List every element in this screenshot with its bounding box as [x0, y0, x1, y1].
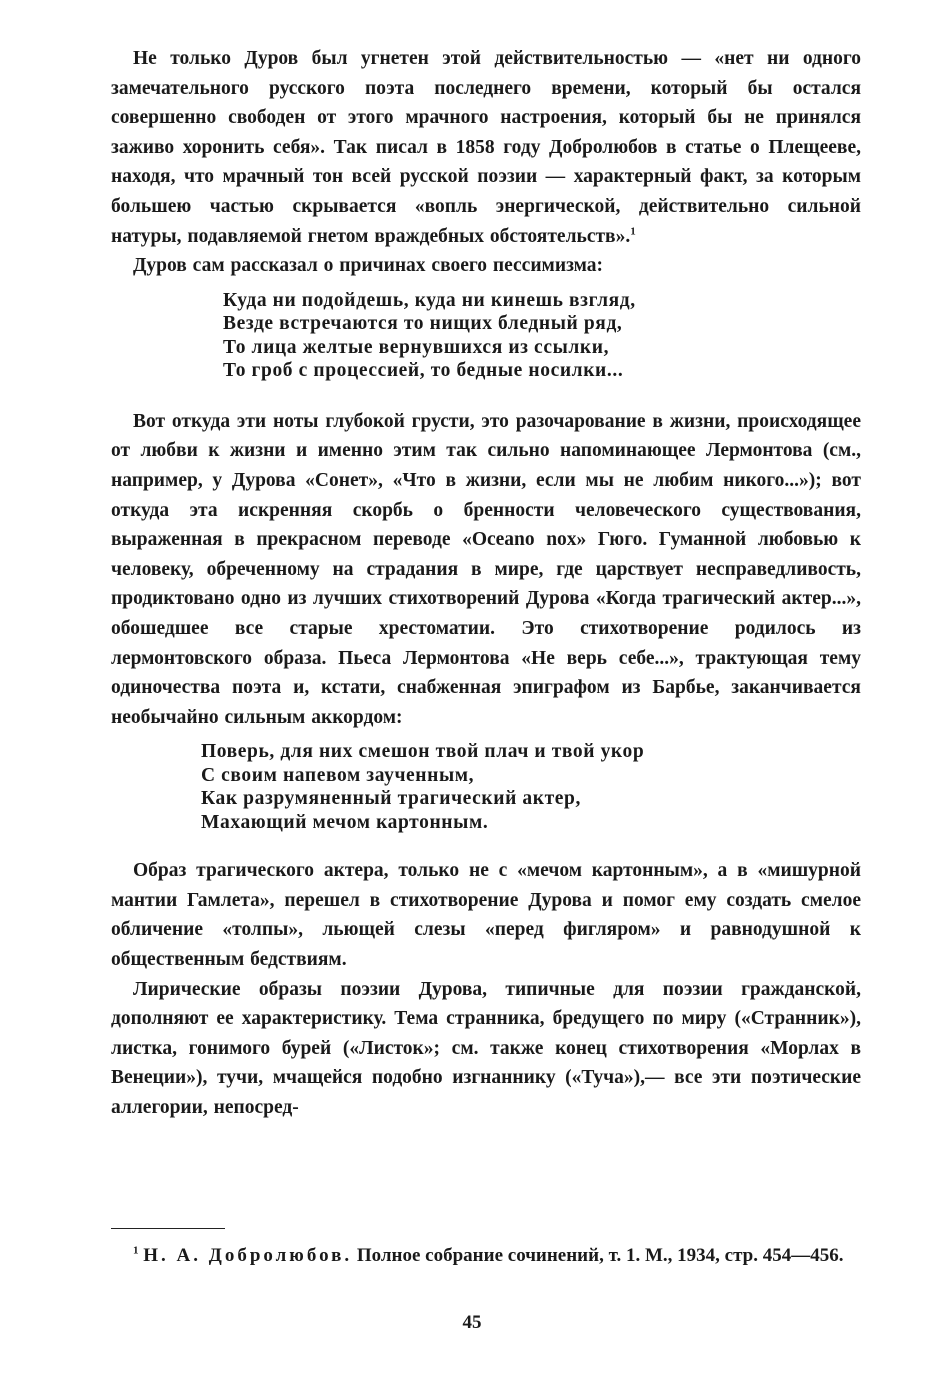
footnote-divider	[111, 1228, 225, 1229]
verse-quote-1	[111, 289, 861, 383]
paragraph-4: Образ трагического актера, только не с «мечом картонным», а в «мишурной мантии Гамлета», перешел в стихотворение Дурова и помог ему создать смелое обличение «толпы», льющей слезы «перед фигляром» и равнодушной к общественным бедствиям.	[111, 860, 861, 971]
footnote-reference[interactable]: 1	[630, 225, 636, 238]
verse-line: Везде встречаются то нищих бледный ряд,	[223, 313, 623, 335]
footnote-author: Н. А. Добролюбов.	[143, 1245, 353, 1266]
paragraph-1	[111, 44, 861, 251]
verse-line: Махающий мечом картонным.	[201, 811, 489, 833]
page-body	[111, 44, 861, 1123]
verse-quote-2	[111, 740, 861, 834]
verse-line: С своим напевом заученным,	[201, 764, 475, 786]
paragraph-2: Дуров сам рассказал о причинах своего пессимизма:	[133, 255, 604, 277]
paragraph-3: Вот откуда эти ноты глубокой грусти, это разочарование в жизни, происходящее от любви к жизни и именно этим так сильно напоминающее Лермонтова (см., например, у Дурова «Сонет», «Что в жизни, если мы не любим никого...»); вот откуда эта искренняя скорбь о бренности человеческого существования, выраженная в прекрасном переводе «Oceano nox» Гюго. Гуманной любовью к человеку, обреченному на страдания в мире, где царствует несправедливость, продиктовано одно из лучших стихотворений Дурова «Когда трагический актер...», обошедшее все старые хрестоматии. Это стихотворение родилось из лермонтовского образа. Пьеса Лермонтова «Не верь себе...», трактующая тему одиночества поэта и, кстати, снабженная эпиграфом из Барбье, заканчивается необычайно сильным аккордом:	[111, 410, 861, 728]
page-number: 45	[462, 1312, 482, 1333]
footnote-mark: 1	[133, 1244, 139, 1257]
verse-line: Куда ни подойдешь, куда ни кинешь взгляд,	[223, 289, 636, 311]
verse-line: То лица желтые вернувшихся из ссылки,	[223, 336, 610, 358]
footnote	[111, 1243, 861, 1269]
paragraph-1-text: Не только Дуров был угнетен этой действительностью — «нет ни одного замечательного русского поэта последнего времени, который бы остался совершенно свободен от этого мрачного настроения, который бы не принялся заживо хоронить себя». Так писал в 1858 году Добролюбов в статье о Плещееве, находя, что мрачный тон всей русской поэзии — характерный факт, за которым большею частью скрывается «вопль энергической, действительно сильной натуры, подавляемой гнетом враждебных обстоятельств».	[111, 48, 861, 247]
verse-line: Как разрумяненный трагический актер,	[201, 788, 581, 810]
paragraph-5: Лирические образы поэзии Дурова, типичные для поэзии гражданской, дополняют ее характеристику. Тема странника, бредущего по миру («Странник»), листка, гонимого бурей («Листок»; см. также конец стихотворения «Морлах в Венеции»), тучи, мчащейся подобно изгнаннику («Туча»),— все эти поэтические аллегории, непосред-	[111, 978, 861, 1119]
footnote-text: Полное собрание сочинений, т. 1. М., 1934, стр. 454—456.	[356, 1245, 844, 1266]
verse-line: То гроб с процессией, то бедные носилки...	[223, 360, 624, 382]
verse-line: Поверь, для них смешон твой плач и твой укор	[201, 741, 645, 763]
